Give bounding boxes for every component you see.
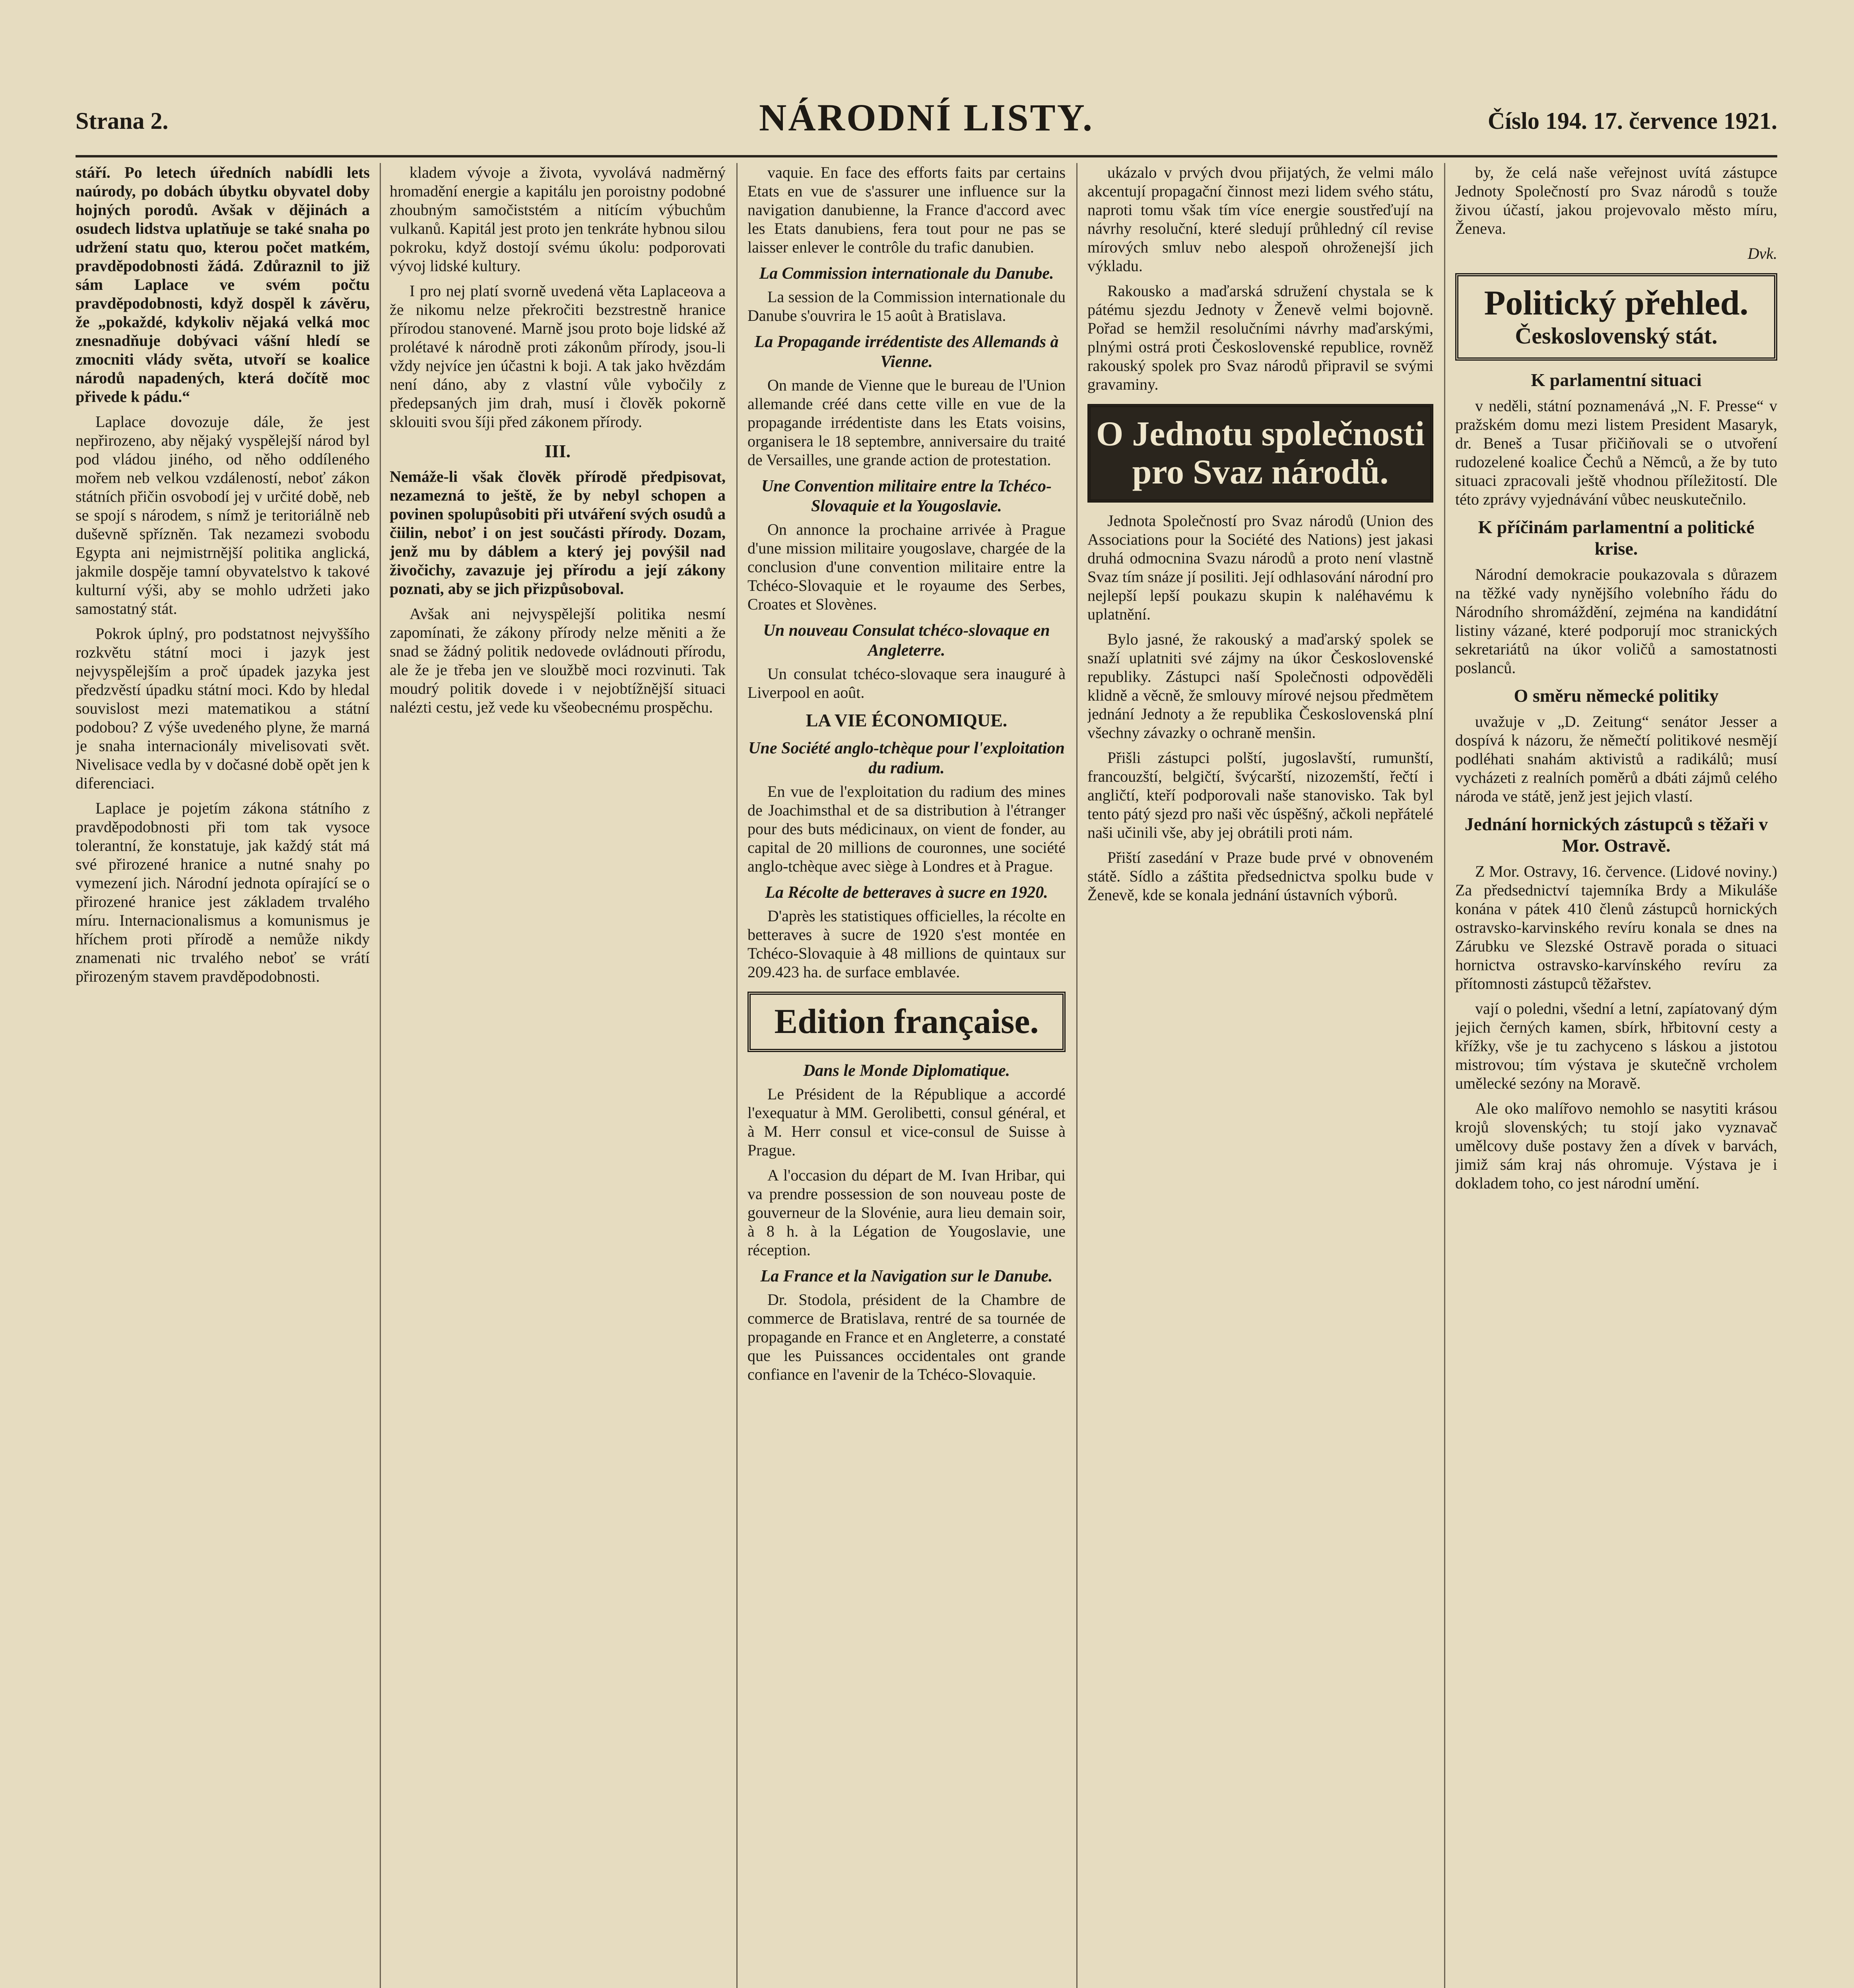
- article-paragraph: Jednota Společností pro Svaz národů (Union des Associations pour la Société des Nations) jest jakasi druhá odmocnina Svazu národů a proto není vlastně Svaz tím snáze jí posiliti. Její odhlasování národní pro nejlepší lepší poukazu skupin k naléhavému k uplatnění.: [1087, 512, 1433, 623]
- section-headline: K příčinám parlamentní a politické krise.: [1478, 517, 1755, 559]
- article-paragraph: uvažuje v „D. Zeitung“ senátor Jesser a dospívá k názoru, že němečtí politikové nesmějí podléhati snahám aktivistů a radikálů; musí vycházeti z realních poměrů a dbáti zájmů celého národa ve státě, jenž jest jejich vlastí.: [1455, 712, 1777, 805]
- news-headline: La Commission internationale du Danube.: [759, 264, 1054, 283]
- article-paragraph: by, že celá naše veřejnost uvítá zástupce Jednoty Společností pro Svaz národů s touže živou účastí, jakou projevovalo město míru, Ženeva.: [1455, 163, 1777, 237]
- column-5: [1455, 163, 1777, 1988]
- column-rule: [736, 163, 738, 1988]
- author-signature: Dvk.: [1747, 245, 1777, 262]
- article-paragraph: Avšak ani nejvyspělejší politika nesmí zapomínati, že zákony přírody nelze měniti a že snad se žádný politik nedovede ovládnouti přírodu, ale že je třeba jen ve sloužbě moci rozvinuti. Tak moudrý politik dovede i v nejobtížnější situaci nalézti cestu, jež vede ku všeobecnému prospěchu.: [390, 605, 726, 716]
- news-headline: Une Convention militaire entre la Tchéco-Slovaquie et la Yougoslavie.: [761, 477, 1052, 515]
- article-paragraph: vají o poledni, všední a letní, zapíatovaný dým jejich černých kamen, sbírk, hřbitovní cesty a křížky, vše je tu zachyceno s láskou a jistotou mistrovou; tím výstava je skutečně vrcholem umělecké sezóny na Moravě.: [1455, 1000, 1777, 1092]
- article-paragraph: v neděli, státní poznamenává „N. F. Presse“ v pražském domu mezi listem President Masaryk, dr. Beneš a Tusar přičiňovali se o utvoření rudozelené koalice Čechů a Němců, a že by tuto situaci zpracovali ještě vhodnou příležitostí. Dle této zprávy vyjednávání vůbec neuskutečnilo.: [1455, 397, 1777, 508]
- article-paragraph: Pokrok úplný, pro podstatnost nejvyššího rozkvětu státní moci i jazyk jest nejvyspělejším a proč úpadek jazyka jest předzvěstí úpadku státní moci. Kdo by hledal souvislost mezi matematikou a státní podobou? Z výše uvedeného plyne, že marná je snaha internacionály mivelisovati svět. Nivelisace vedla by v dočasné době opět jen k diferenciaci.: [76, 625, 370, 792]
- article-paragraph: Nemáže-li však člověk přírodě předpisovat, nezamezná to ještě, že by nebyl schopen a povinen spolupůsobiti při utváření svých osudů a čiilin, neboť i on jest součásti přírody. Dozam, jenž mu by dáblem a který jej povýšil nad živočichy, zavazuje jej přírodu a její zákony poznati, aby se jich přizpůsoboval.: [390, 468, 726, 598]
- article-paragraph: Ale oko malířovo nemohlo se nasytiti krásou krojů slovenských; tu stojí jako vyznavač umělcovy duše postavy žen a dívek v barvách, jimiž sám kraj nás ohromuje. Výstava je i dokladem toho, co jest národní umění.: [1455, 1099, 1777, 1192]
- news-headline: Un nouveau Consulat tchéco-slovaque en Angleterre.: [763, 621, 1050, 660]
- article-paragraph: I pro nej platí svorně uvedená věta Laplaceova a že nikomu nelze překročiti bezstrestně hranice přírodou stanovené. Marně jsou proto boje lidské až prolétavé k národně proti zákonům přírody, jsou-li vždy nejvíce jen účastni k boji. A tak jako hvězdám není dáno, aby z vlastní vůle vybočily z předepsaných jim drah, musí i člověk pokorně sklouiti svou šíji před zákonem přírody.: [390, 282, 726, 431]
- column-3: [747, 163, 1066, 1988]
- section-headline: LA VIE ÉCONOMIQUE.: [806, 710, 1008, 730]
- banner-title: Politický přehled.: [1484, 284, 1749, 322]
- column-1: [76, 163, 370, 1988]
- article-paragraph: On annonce la prochaine arrivée à Prague d'une mission militaire yougoslave, chargée de la conclusion d'une convention militaire entre la Tchéco-Slovaquie et le royaume des Serbes, Croates et Slovènes.: [747, 520, 1066, 613]
- column-4: [1087, 163, 1433, 1988]
- edition-francaise-banner: Edition française.: [747, 992, 1066, 1052]
- column-2: [390, 163, 726, 1988]
- section-headline: Jednání hornických zástupců s těžaři v Mor. Ostravě.: [1464, 814, 1768, 856]
- article-paragraph: Přišli zástupci polští, jugoslavští, rumunští, francouzští, belgičtí, švýcarští, nizozemští, řečtí i angličtí, kteří podporovali naše stanovisko. Tak byl tento pátý sjezd pro naši věc úspěšný, ačkoli nepřátelé naši učinili vše, aby jej obrátili proti nám.: [1087, 749, 1433, 841]
- article-paragraph: Dr. Stodola, président de la Chambre de commerce de Bratislava, rentré de sa tournée de propagande en France et en Angleterre, a constaté que les Puissances occidentales ont grande confiance en l'avenir de la Tchéco-Slovaquie.: [747, 1291, 1066, 1383]
- newspaper-title: NÁRODNÍ LISTY.: [759, 96, 1094, 139]
- news-headline: Dans le Monde Diplomatique.: [803, 1062, 1010, 1080]
- news-headline: Une Société anglo-tchèque pour l'exploitation du radium.: [748, 739, 1065, 777]
- article-paragraph: Laplace dovozuje dále, že jest nepřirozeno, aby nějaký vyspělejší národ byl pod vládou jiného, od něho oddíleného mořem neb velkou vzdáleností, neboť zákon státních přičin osvobodí jej v určité době, neb se spojí s národem, s nímž je teritoriálně neb duševně spřízněn. Tak nezamezi svobodu Egypta ani nejmistrnější politika anglická, jakmile dospěje tamní obyvatelstvo k takové kulturní výši, aby se mohlo udržeti jako samostatný stát.: [76, 413, 370, 617]
- article-paragraph: Bylo jasné, že rakouský a maďarský spolek se snaží uplatniti své zájmy na úkor Československé republiky. Zástupci naší Společnosti odpověděli klidně a věcně, že smlouvy mírové nejsou předmětem jednání Jednoty a že republika Československá plní všechny závazky o ochraně menšin.: [1087, 630, 1433, 742]
- article-paragraph: Z Mor. Ostravy, 16. července. (Lidové noviny.) Za předsednictví tajemníka Brdy a Mikuláše konána v pátek 410 členů zástupců hornických ostravsko-karvinského revíru konala se dnes na Zárubku ve Slezské Ostravě porada o situaci hornictva ostravsko-karvínského revíru za přítomnosti zástupců těžařstev.: [1455, 862, 1777, 992]
- article-paragraph: La session de la Commission internationale du Danube s'ouvrira le 15 août à Bratislava.: [747, 288, 1066, 324]
- article-paragraph: Rakousko a maďarská sdružení chystala se k pátému sjezdu Jednoty v Ženevě velmi bojovně. Pořad se hemžil resolučními návrhy maďarskými, plnými ostrá proti Československé republice, rovněž rakouský spolek pro Svaz národů připravil se svými gravaminy.: [1087, 282, 1433, 393]
- political-overview-banner: [1455, 273, 1777, 361]
- article-paragraph: Přiští zasedání v Praze bude prvé v obnoveném státě. Sídlo a záštita předsednictva spolku bude v Ženevě, kde se konala jednání ústavních výborů.: [1087, 848, 1433, 904]
- banner-subtitle: Československý stát.: [1515, 323, 1718, 349]
- masthead: [76, 95, 1777, 157]
- article-paragraph: Národní demokracie poukazovala s důrazem na těžké vady nynějšího volebního řádu do Národního shromáždění, zejména na kandidátní listiny vázané, které podporují moc stranických sekretariátů na úkor voličů a samostatnosti poslanců.: [1455, 565, 1777, 677]
- section-headline: O směru německé politiky: [1514, 685, 1719, 706]
- page-number: Strana 2.: [76, 108, 169, 134]
- issue-date: Číslo 194. 17. července 1921.: [1487, 108, 1777, 134]
- column-rule: [380, 163, 381, 1988]
- news-headline: La Propagande irrédentiste des Allemands à Vienne.: [754, 333, 1059, 371]
- column-rule: [1444, 163, 1445, 1988]
- section-number: III.: [544, 441, 571, 461]
- article-paragraph: En vue de l'exploitation du radium des mines de Joachimsthal et de sa distribution à l'étranger pour des buts médicinaux, on vient de fonder, au capital de 20 millions de couronnes, une société anglo-tchèque avec siège à Londres et à Prague.: [747, 782, 1066, 875]
- column-rule: [1076, 163, 1077, 1988]
- article-paragraph: stáří. Po letech úředních nabídli lets naúrody, po dobách úbytku obyvatel doby hojných porodů. Avšak v dějinách a osudech lidstva uplatňuje se také snaha po udržení statu quo, kterou počet matkém, pravděpodobnosti žádá. Zdůraznil to již sám Laplace ve svém počtu pravděpodobnosti, když dospěl k závěru, že „pokaždé, kdykoliv nějaká velká moc znesnadňuje dobývaci vášní hledí se zmocniti vlády světa, utvoří se koalice národů napadených, která dočítě moc přivede k pádu.“: [76, 163, 370, 406]
- article-paragraph: Laplace je pojetím zákona státního z pravděpodobnosti při tom tak vysoce tolerantní, že konstatuje, jak každý stát má své přirozené hranice a nutné snahy po vymezení jich. Národní jednota opírající se o přirozené hranice jest základem trvalého míru. Internacionalismus a komunismus je hříchem proti přírodě a nemůže nikdy znamenati nic trvalého neboť se vrátí přirozeným stavem pravděpodobnosti.: [76, 799, 370, 985]
- jednota-banner: O Jednotu společnosti pro Svaz národů.: [1087, 404, 1433, 503]
- article-paragraph: vaquie. En face des efforts faits par certains Etats en vue de s'assurer une influence sur la navigation danubienne, la France d'accord avec les Etats danubiens, fera tout pour ne pas se laisser enlever le contrôle du trafic danubien.: [747, 163, 1066, 256]
- news-headline: La Récolte de betteraves à sucre en 1920.: [765, 883, 1048, 902]
- article-paragraph: D'après les statistiques officielles, la récolte en betteraves à sucre de 1920 s'est montée en Tchéco-Slovaquie à 48 millions de quintaux sur 209.423 ha. de surface emblavée.: [747, 907, 1066, 981]
- article-paragraph: Le Président de la République a accordé l'exequatur à MM. Gerolibetti, consul général, et à M. Herr consul et vice-consul de Suisse à Prague.: [747, 1085, 1066, 1159]
- article-paragraph: Un consulat tchéco-slovaque sera inauguré à Liverpool en août.: [747, 665, 1066, 701]
- article-paragraph: ukázalo v prvých dvou přijatých, že velmi málo akcentují propagační činnost mezi lidem svého státu, naproti tomu však tím více energie soustřeďují na návrhy resoluční, které sledují průhledný cíl revise mírových smluv nebo alespoň ohroženejší jich výkladu.: [1087, 163, 1433, 275]
- article-paragraph: A l'occasion du départ de M. Ivan Hribar, qui va prendre possession de son nouveau poste de gouverneur de la Slovénie, aura lieu demain soir, à 8 h. à la Légation de Yougoslavie, une réception.: [747, 1166, 1066, 1259]
- news-headline: La France et la Navigation sur le Danube.: [760, 1267, 1053, 1285]
- article-paragraph: On mande de Vienne que le bureau de l'Union allemande créé dans cette ville en vue de la propagande irrédentiste dans les Etats voisins, organisera le 18 septembre, anniversaire du traité de Versailles, une grande action de protestation.: [747, 376, 1066, 469]
- section-headline: K parlamentní situaci: [1531, 370, 1702, 390]
- article-paragraph: kladem vývoje a života, vyvolává nadměrný hromadění energie a kapitálu jen poroistny podobné zhoubným samočiststém a nitícím výbuchům vulkanů. Kapitál jest proto jen tenkráte hybnou silou pokroku, když dostojí svému úkolu: podporovati vývoj lidské kultury.: [390, 163, 726, 275]
